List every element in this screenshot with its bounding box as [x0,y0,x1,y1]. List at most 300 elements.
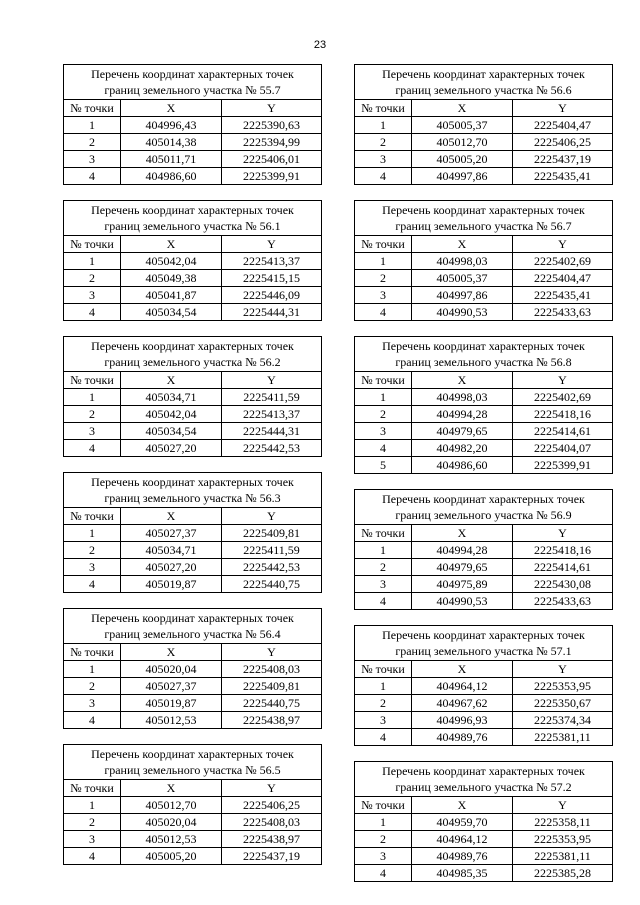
table-header-row [64,780,322,797]
table-caption [355,337,613,372]
y-coordinate-cell: 2225411,59 [222,542,322,559]
table-caption-line-1: Перечень координат характерных точек [382,203,585,217]
y-coordinate-cell: 2225409,81 [222,678,322,695]
y-coordinate-cell: 2225415,15 [222,270,322,287]
point-number-cell: 1 [64,797,121,814]
table-row [355,848,613,865]
right-column [354,64,612,897]
table-header-row [355,797,613,814]
point-number-cell: 4 [64,304,121,321]
x-coordinate-cell: 405005,37 [412,270,513,287]
y-coordinate-cell: 2225406,01 [222,151,322,168]
point-number-cell: 1 [64,389,121,406]
x-coordinate-cell: 405034,71 [121,389,222,406]
point-number-cell: 2 [355,695,412,712]
x-coordinate-cell: 404975,89 [412,576,513,593]
header-x: X [121,236,222,253]
x-coordinate-cell: 404964,12 [412,831,513,848]
table-header-row [355,100,613,117]
x-coordinate-cell: 404998,03 [412,253,513,270]
table-row [64,848,322,865]
point-number-cell: 2 [64,814,121,831]
header-point-number: № точки [64,644,121,661]
coordinates-table [63,200,322,321]
point-number-cell: 4 [64,576,121,593]
x-coordinate-cell: 404989,76 [412,729,513,746]
point-number-cell: 3 [355,712,412,729]
header-x: X [412,797,513,814]
header-x: X [412,100,513,117]
table-row [64,695,322,712]
header-y: Y [222,100,322,117]
x-coordinate-cell: 404979,65 [412,559,513,576]
table-row [64,168,322,185]
y-coordinate-cell: 2225442,53 [222,440,322,457]
table-caption [355,65,613,100]
table-row [355,865,613,882]
point-number-cell: 3 [64,287,121,304]
y-coordinate-cell: 2225418,16 [513,542,613,559]
x-coordinate-cell: 405012,70 [121,797,222,814]
table-caption-line-1: Перечень координат характерных точек [382,339,585,353]
table-header-row [64,644,322,661]
table-header-row [64,100,322,117]
point-number-cell: 2 [64,406,121,423]
point-number-cell: 2 [64,678,121,695]
y-coordinate-cell: 2225438,97 [222,712,322,729]
table-row [355,593,613,610]
header-x: X [121,780,222,797]
header-x: X [121,100,222,117]
header-x: X [121,508,222,525]
header-x: X [121,644,222,661]
table-header-row [355,661,613,678]
table-caption-row [64,65,322,100]
y-coordinate-cell: 2225411,59 [222,389,322,406]
table-caption [64,473,322,508]
header-point-number: № точки [355,797,412,814]
table-row [64,270,322,287]
x-coordinate-cell: 405041,87 [121,287,222,304]
table-row [64,134,322,151]
header-x: X [121,372,222,389]
y-coordinate-cell: 2225399,91 [222,168,322,185]
table-caption-line-1: Перечень координат характерных точек [91,611,294,625]
x-coordinate-cell: 405012,70 [412,134,513,151]
y-coordinate-cell: 2225408,03 [222,814,322,831]
table-row [64,253,322,270]
table-row [64,151,322,168]
x-coordinate-cell: 405005,20 [412,151,513,168]
table-caption [355,490,613,525]
table-caption-line-2: границ земельного участка № 56.7 [395,219,572,233]
x-coordinate-cell: 405012,53 [121,712,222,729]
point-number-cell: 2 [355,559,412,576]
header-y: Y [513,661,613,678]
x-coordinate-cell: 404986,60 [121,168,222,185]
point-number-cell: 1 [64,253,121,270]
y-coordinate-cell: 2225385,28 [513,865,613,882]
x-coordinate-cell: 404996,43 [121,117,222,134]
x-coordinate-cell: 405027,20 [121,559,222,576]
table-row [355,406,613,423]
point-number-cell: 3 [64,831,121,848]
table-caption-row [355,337,613,372]
coordinates-table [63,608,322,729]
y-coordinate-cell: 2225402,69 [513,253,613,270]
table-row [355,287,613,304]
y-coordinate-cell: 2225418,16 [513,406,613,423]
table-caption-line-2: границ земельного участка № 55.7 [104,83,281,97]
x-coordinate-cell: 405019,87 [121,695,222,712]
left-column [63,64,321,880]
x-coordinate-cell: 404994,28 [412,542,513,559]
table-row [355,270,613,287]
x-coordinate-cell: 404990,53 [412,304,513,321]
table-row [64,661,322,678]
table-header-row [64,236,322,253]
header-point-number: № точки [64,508,121,525]
table-row [64,117,322,134]
point-number-cell: 4 [64,848,121,865]
table-row [64,712,322,729]
y-coordinate-cell: 2225409,81 [222,525,322,542]
header-point-number: № точки [355,100,412,117]
point-number-cell: 3 [64,695,121,712]
x-coordinate-cell: 404990,53 [412,593,513,610]
point-number-cell: 1 [355,814,412,831]
y-coordinate-cell: 2225358,11 [513,814,613,831]
coordinates-table [63,472,322,593]
y-coordinate-cell: 2225390,63 [222,117,322,134]
table-row [64,423,322,440]
table-caption-line-1: Перечень координат характерных точек [91,339,294,353]
y-coordinate-cell: 2225353,95 [513,831,613,848]
table-caption-row [64,473,322,508]
table-caption [355,201,613,236]
table-row [64,287,322,304]
header-x: X [412,236,513,253]
y-coordinate-cell: 2225414,61 [513,559,613,576]
point-number-cell: 4 [355,440,412,457]
table-row [64,542,322,559]
header-point-number: № точки [64,100,121,117]
table-caption-row [64,609,322,644]
header-y: Y [222,372,322,389]
y-coordinate-cell: 2225381,11 [513,848,613,865]
coordinates-table [63,336,322,457]
table-row [355,389,613,406]
table-row [355,304,613,321]
table-caption-line-2: границ земельного участка № 56.4 [104,627,281,641]
point-number-cell: 4 [64,712,121,729]
table-header-row [355,236,613,253]
y-coordinate-cell: 2225438,97 [222,831,322,848]
table-caption-row [355,626,613,661]
table-row [355,814,613,831]
x-coordinate-cell: 405042,04 [121,253,222,270]
header-y: Y [513,525,613,542]
x-coordinate-cell: 405005,37 [412,117,513,134]
table-row [355,440,613,457]
point-number-cell: 2 [64,542,121,559]
coordinates-table [354,200,613,321]
point-number-cell: 2 [64,134,121,151]
table-caption-line-2: границ земельного участка № 56.6 [395,83,572,97]
x-coordinate-cell: 404979,65 [412,423,513,440]
x-coordinate-cell: 405005,20 [121,848,222,865]
header-y: Y [222,508,322,525]
table-row [355,423,613,440]
x-coordinate-cell: 404986,60 [412,457,513,474]
point-number-cell: 1 [355,542,412,559]
point-number-cell: 1 [64,117,121,134]
x-coordinate-cell: 404964,12 [412,678,513,695]
point-number-cell: 2 [355,831,412,848]
y-coordinate-cell: 2225437,19 [513,151,613,168]
y-coordinate-cell: 2225394,99 [222,134,322,151]
table-caption [64,337,322,372]
header-point-number: № точки [355,525,412,542]
point-number-cell: 1 [64,525,121,542]
x-coordinate-cell: 405011,71 [121,151,222,168]
y-coordinate-cell: 2225350,67 [513,695,613,712]
y-coordinate-cell: 2225440,75 [222,576,322,593]
table-row [355,253,613,270]
table-caption-line-2: границ земельного участка № 56.9 [395,508,572,522]
table-caption-row [64,201,322,236]
x-coordinate-cell: 404959,70 [412,814,513,831]
table-caption [64,745,322,780]
table-caption-line-1: Перечень координат характерных точек [91,203,294,217]
table-header-row [355,372,613,389]
x-coordinate-cell: 404998,03 [412,389,513,406]
table-row [64,678,322,695]
y-coordinate-cell: 2225404,47 [513,270,613,287]
y-coordinate-cell: 2225444,31 [222,304,322,321]
x-coordinate-cell: 405049,38 [121,270,222,287]
x-coordinate-cell: 404989,76 [412,848,513,865]
point-number-cell: 3 [355,576,412,593]
y-coordinate-cell: 2225430,08 [513,576,613,593]
header-point-number: № точки [355,372,412,389]
x-coordinate-cell: 404967,62 [412,695,513,712]
x-coordinate-cell: 405019,87 [121,576,222,593]
table-row [355,712,613,729]
y-coordinate-cell: 2225404,07 [513,440,613,457]
header-y: Y [513,236,613,253]
table-caption-line-1: Перечень координат характерных точек [382,764,585,778]
y-coordinate-cell: 2225413,37 [222,253,322,270]
y-coordinate-cell: 2225413,37 [222,406,322,423]
table-header-row [64,372,322,389]
table-row [355,134,613,151]
table-caption-row [355,490,613,525]
table-caption [64,609,322,644]
y-coordinate-cell: 2225444,31 [222,423,322,440]
table-caption-line-1: Перечень координат характерных точек [382,67,585,81]
table-caption-row [355,201,613,236]
table-caption-line-1: Перечень координат характерных точек [91,67,294,81]
y-coordinate-cell: 2225381,11 [513,729,613,746]
coordinates-table [354,336,613,474]
table-caption [64,201,322,236]
header-x: X [412,661,513,678]
table-row [355,559,613,576]
page-number: 23 [313,39,327,51]
y-coordinate-cell: 2225433,63 [513,593,613,610]
point-number-cell: 2 [355,406,412,423]
point-number-cell: 4 [355,304,412,321]
y-coordinate-cell: 2225406,25 [513,134,613,151]
header-point-number: № точки [355,661,412,678]
point-number-cell: 3 [64,423,121,440]
table-row [64,525,322,542]
point-number-cell: 4 [64,168,121,185]
table-caption-line-2: границ земельного участка № 56.3 [104,491,281,505]
table-caption-line-2: границ земельного участка № 57.1 [395,644,572,658]
x-coordinate-cell: 404997,86 [412,287,513,304]
x-coordinate-cell: 405027,37 [121,678,222,695]
y-coordinate-cell: 2225435,41 [513,287,613,304]
x-coordinate-cell: 404997,86 [412,168,513,185]
table-caption-row [64,337,322,372]
x-coordinate-cell: 405027,37 [121,525,222,542]
x-coordinate-cell: 404996,93 [412,712,513,729]
table-row [355,168,613,185]
table-caption-line-2: границ земельного участка № 56.1 [104,219,281,233]
point-number-cell: 4 [355,168,412,185]
table-caption [355,762,613,797]
table-row [355,831,613,848]
y-coordinate-cell: 2225404,47 [513,117,613,134]
coordinates-table [354,489,613,610]
table-caption-line-1: Перечень координат характерных точек [382,492,585,506]
y-coordinate-cell: 2225374,34 [513,712,613,729]
header-y: Y [222,780,322,797]
header-point-number: № точки [64,372,121,389]
header-x: X [412,525,513,542]
table-row [64,814,322,831]
point-number-cell: 4 [355,729,412,746]
table-row [64,406,322,423]
x-coordinate-cell: 404985,35 [412,865,513,882]
header-point-number: № точки [64,236,121,253]
x-coordinate-cell: 405027,20 [121,440,222,457]
y-coordinate-cell: 2225442,53 [222,559,322,576]
y-coordinate-cell: 2225435,41 [513,168,613,185]
coordinates-table [354,64,613,185]
table-caption-row [355,65,613,100]
point-number-cell: 4 [64,440,121,457]
table-header-row [64,508,322,525]
table-caption-row [64,745,322,780]
x-coordinate-cell: 405020,04 [121,661,222,678]
point-number-cell: 3 [355,151,412,168]
header-y: Y [513,372,613,389]
y-coordinate-cell: 2225414,61 [513,423,613,440]
y-coordinate-cell: 2225408,03 [222,661,322,678]
table-row [355,695,613,712]
table-row [64,304,322,321]
coordinates-table [354,761,613,882]
header-y: Y [222,644,322,661]
table-row [64,440,322,457]
header-point-number: № точки [355,236,412,253]
x-coordinate-cell: 405034,54 [121,423,222,440]
table-caption-line-2: границ земельного участка № 57.2 [395,780,572,794]
x-coordinate-cell: 405020,04 [121,814,222,831]
table-header-row [355,525,613,542]
y-coordinate-cell: 2225402,69 [513,389,613,406]
x-coordinate-cell: 404994,28 [412,406,513,423]
header-y: Y [513,797,613,814]
coordinates-table [354,625,613,746]
point-number-cell: 2 [355,134,412,151]
table-row [355,151,613,168]
point-number-cell: 3 [355,423,412,440]
header-x: X [412,372,513,389]
coordinates-table [63,64,322,185]
header-y: Y [222,236,322,253]
table-caption-line-2: границ земельного участка № 56.2 [104,355,281,369]
table-caption-line-1: Перечень координат характерных точек [91,475,294,489]
point-number-cell: 3 [64,559,121,576]
table-row [64,797,322,814]
point-number-cell: 4 [355,593,412,610]
table-caption [355,626,613,661]
table-row [64,576,322,593]
table-row [64,389,322,406]
table-caption-line-1: Перечень координат характерных точек [91,747,294,761]
x-coordinate-cell: 405012,53 [121,831,222,848]
x-coordinate-cell: 405034,71 [121,542,222,559]
y-coordinate-cell: 2225440,75 [222,695,322,712]
header-point-number: № точки [64,780,121,797]
point-number-cell: 3 [355,287,412,304]
point-number-cell: 2 [64,270,121,287]
table-row [64,559,322,576]
table-caption-line-2: границ земельного участка № 56.5 [104,763,281,777]
table-row [355,729,613,746]
x-coordinate-cell: 404982,20 [412,440,513,457]
x-coordinate-cell: 405034,54 [121,304,222,321]
table-caption-line-1: Перечень координат характерных точек [382,628,585,642]
x-coordinate-cell: 405042,04 [121,406,222,423]
coordinates-table [63,744,322,865]
table-row [355,542,613,559]
header-y: Y [513,100,613,117]
y-coordinate-cell: 2225446,09 [222,287,322,304]
point-number-cell: 3 [355,848,412,865]
point-number-cell: 5 [355,457,412,474]
y-coordinate-cell: 2225433,63 [513,304,613,321]
y-coordinate-cell: 2225399,91 [513,457,613,474]
y-coordinate-cell: 2225353,95 [513,678,613,695]
table-row [355,457,613,474]
point-number-cell: 4 [355,865,412,882]
x-coordinate-cell: 405014,38 [121,134,222,151]
table-caption [64,65,322,100]
table-row [355,678,613,695]
point-number-cell: 1 [64,661,121,678]
y-coordinate-cell: 2225406,25 [222,797,322,814]
y-coordinate-cell: 2225437,19 [222,848,322,865]
table-row [64,831,322,848]
table-row [355,576,613,593]
point-number-cell: 1 [355,678,412,695]
point-number-cell: 1 [355,253,412,270]
